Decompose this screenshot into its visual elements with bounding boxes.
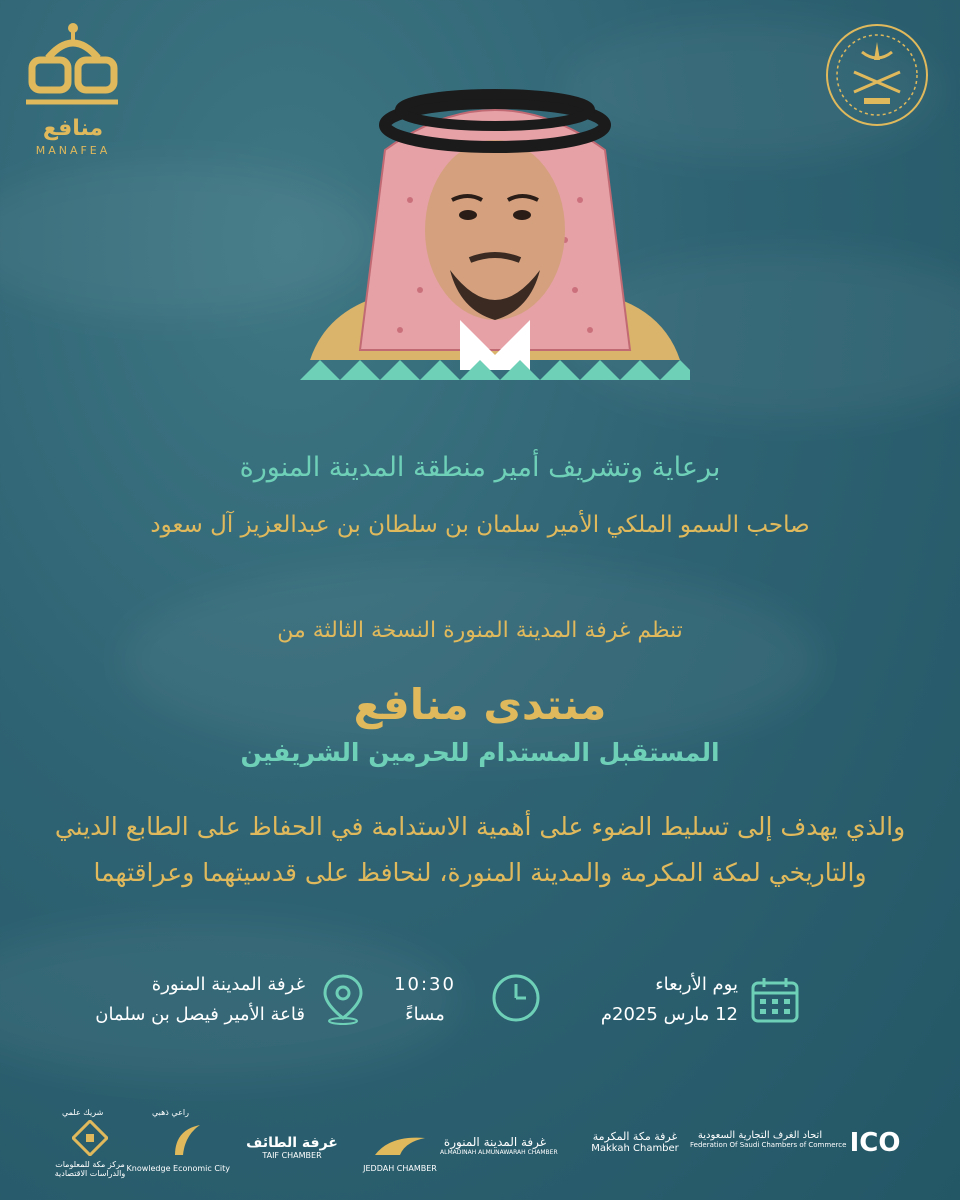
sponsor-madinah-latin: ALMADINAH ALMUNAWARAH CHAMBER [440, 1149, 558, 1156]
sponsor-federation-label: اتحاد الغرف التجارية السعودية [697, 1130, 823, 1141]
sponsor-madinah-chamber [440, 1135, 558, 1156]
manafea-logo-latin: MANAFEA [35, 144, 111, 157]
event-venue-block [85, 970, 305, 1030]
sponsor-federation-latin: Federation Of Saudi Chambers of Commerce [690, 1141, 847, 1149]
sponsor-taif-latin: TAIF CHAMBER [262, 1151, 322, 1160]
manafea-logo [18, 18, 128, 158]
prince-portrait [300, 80, 690, 380]
venue-line-2: قاعة الأمير فيصل بن سلمان [95, 1004, 305, 1025]
forum-title: منتدى منافع [353, 680, 607, 729]
event-date-block [578, 970, 738, 1030]
description-line-1: والذي يهدف إلى تسليط الضوء على أهمية الاستدامة في الحفاظ على الطابع الديني [54, 812, 906, 841]
event-date: 12 مارس 2025م [600, 1004, 738, 1025]
event-day: يوم الأربعاء [655, 974, 738, 995]
sponsor-jeddah-latin: JEDDAH CHAMBER [363, 1164, 437, 1173]
event-period: مساءً [405, 1004, 445, 1025]
sponsor-makkah-label: غرفة مكة المكرمة [592, 1130, 678, 1143]
sponsor-makkah-center [50, 1120, 130, 1178]
sponsor-jeddah-chamber [360, 1130, 440, 1173]
sponsor-makkah-latin: Makkah Chamber [591, 1143, 679, 1154]
event-time: 10:30 [394, 974, 456, 995]
patronage-line: برعاية وتشريف أمير منطقة المدينة المنورة [239, 452, 721, 483]
prince-name: صاحب السمو الملكي الأمير سلمان بن سلطان بن عبدالعزيز آل سعود [150, 512, 810, 538]
venue-line-1: غرفة المدينة المنورة [151, 974, 305, 995]
sponsor-makkah-chamber [575, 1130, 695, 1154]
sponsor-kec [126, 1120, 230, 1173]
calendar-icon [750, 975, 800, 1029]
sponsor-taif-label: غرفة الطائف [246, 1135, 338, 1151]
sponsor-makkah-center-label: مركز مكة للمعلومات والدراسات الاقتصادية [54, 1160, 126, 1178]
manafea-logo-text: منافع [42, 116, 104, 141]
sponsor-madinah-label: غرفة المدينة المنورة [443, 1135, 547, 1149]
sponsor-ico-label: ICO [849, 1128, 901, 1158]
description-line-2: والتاريخي لمكة المكرمة والمدينة المنورة، لنحافظ على قدسيتهما وعراقتهما [93, 858, 867, 887]
location-pin-icon [320, 972, 366, 1030]
clock-icon [490, 972, 542, 1028]
organizer-line: تنظم غرفة المدينة المنورة النسخة الثالثة من [277, 618, 683, 643]
forum-subtitle: المستقبل المستدام للحرمين الشريفين [240, 738, 720, 767]
gold-sponsor-label: راعي ذهبي [152, 1108, 189, 1117]
sponsor-federation [690, 1130, 847, 1149]
madinah-emirate-emblem [812, 20, 942, 130]
sponsor-kec-label: Knowledge Economic City [126, 1164, 230, 1173]
partner-label: شريك علمي [62, 1108, 104, 1117]
event-time-block [380, 970, 470, 1030]
background-cloud [120, 560, 820, 760]
sponsor-ico [835, 1128, 915, 1158]
sponsor-taif-chamber [232, 1135, 352, 1160]
